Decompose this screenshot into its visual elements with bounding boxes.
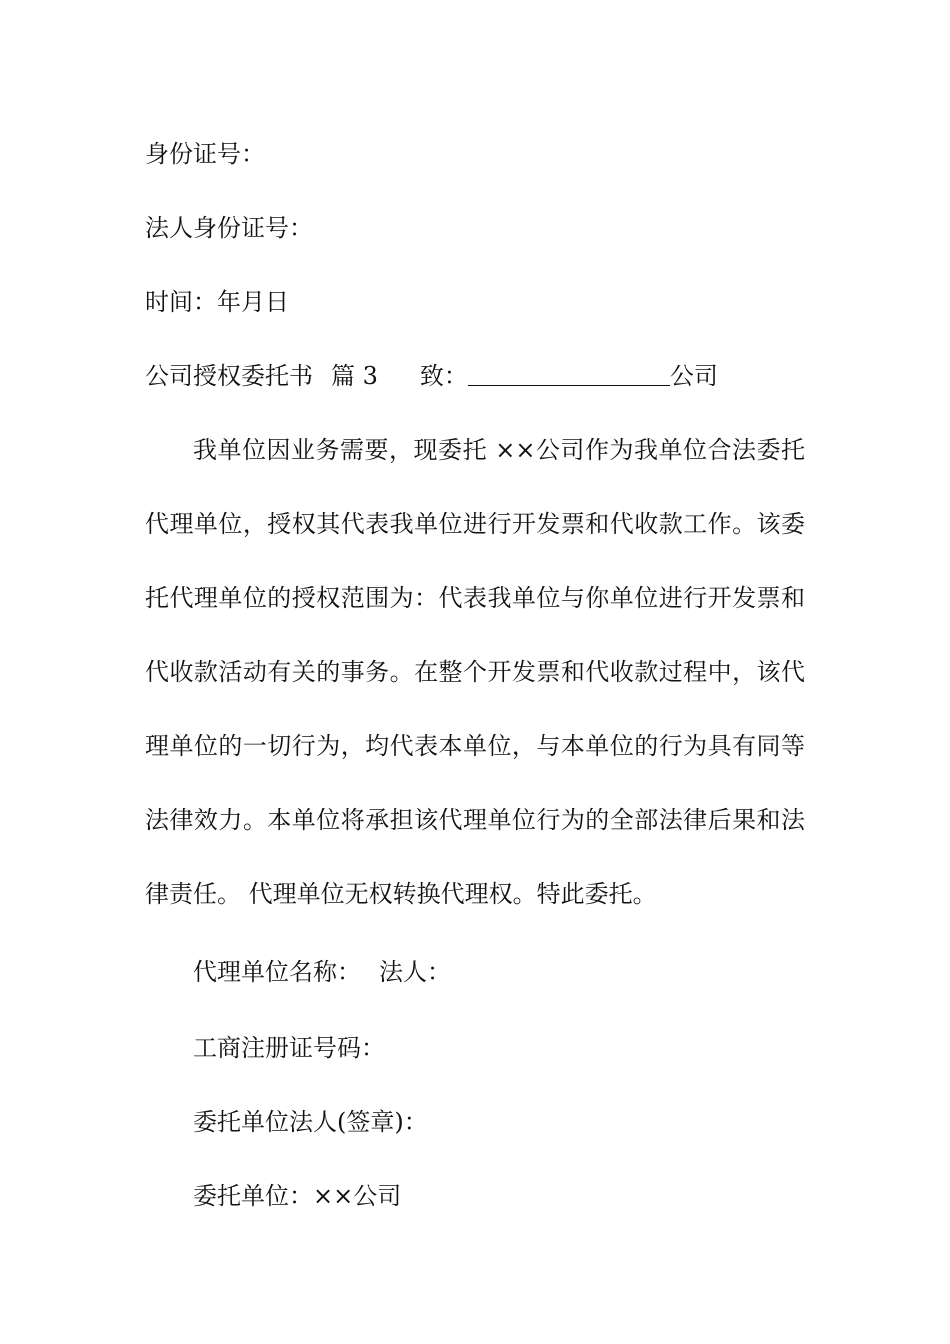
company-suffix: 公司 bbox=[669, 362, 718, 390]
body-line: 律责任。 代理单位无权转换代理权。特此委托。 bbox=[145, 880, 657, 908]
principal-legal-person-label: 委托单位法人(签章)： bbox=[193, 1108, 428, 1136]
to-label: 致： bbox=[419, 362, 468, 390]
body-line: 理单位的一切行为，均代表本单位，与本单位的行为具有同等 bbox=[145, 732, 805, 760]
heading-piece: 篇 3 bbox=[331, 362, 378, 390]
registration-number-label: 工商注册证号码： bbox=[193, 1034, 385, 1062]
agent-name-label: 代理单位名称： bbox=[193, 958, 361, 986]
legal-person-label: 法人： bbox=[379, 958, 451, 986]
body-line: 代理单位，授权其代表我单位进行开发票和代收款工作。该委 bbox=[145, 510, 805, 538]
id-number-label: 身份证号： bbox=[145, 140, 265, 168]
principal-unit: 委托单位：××公司 bbox=[193, 1182, 402, 1210]
body-line: 托代理单位的授权范围为：代表我单位与你单位进行开发票和 bbox=[145, 584, 805, 612]
heading-title: 公司授权委托书 bbox=[145, 362, 313, 390]
body-line: 代收款活动有关的事务。在整个开发票和代收款过程中，该代 bbox=[145, 658, 805, 686]
body-line: 法律效力。本单位将承担该代理单位行为的全部法律后果和法 bbox=[145, 806, 805, 834]
heading-line bbox=[145, 360, 718, 392]
agent-name-line bbox=[193, 956, 451, 988]
legal-id-number-label: 法人身份证号： bbox=[145, 214, 313, 242]
time-line: 时间：年月日 bbox=[145, 288, 289, 316]
company-blank bbox=[468, 361, 670, 386]
body-line: 我单位因业务需要，现委托 ××公司作为我单位合法委托 bbox=[193, 436, 805, 464]
